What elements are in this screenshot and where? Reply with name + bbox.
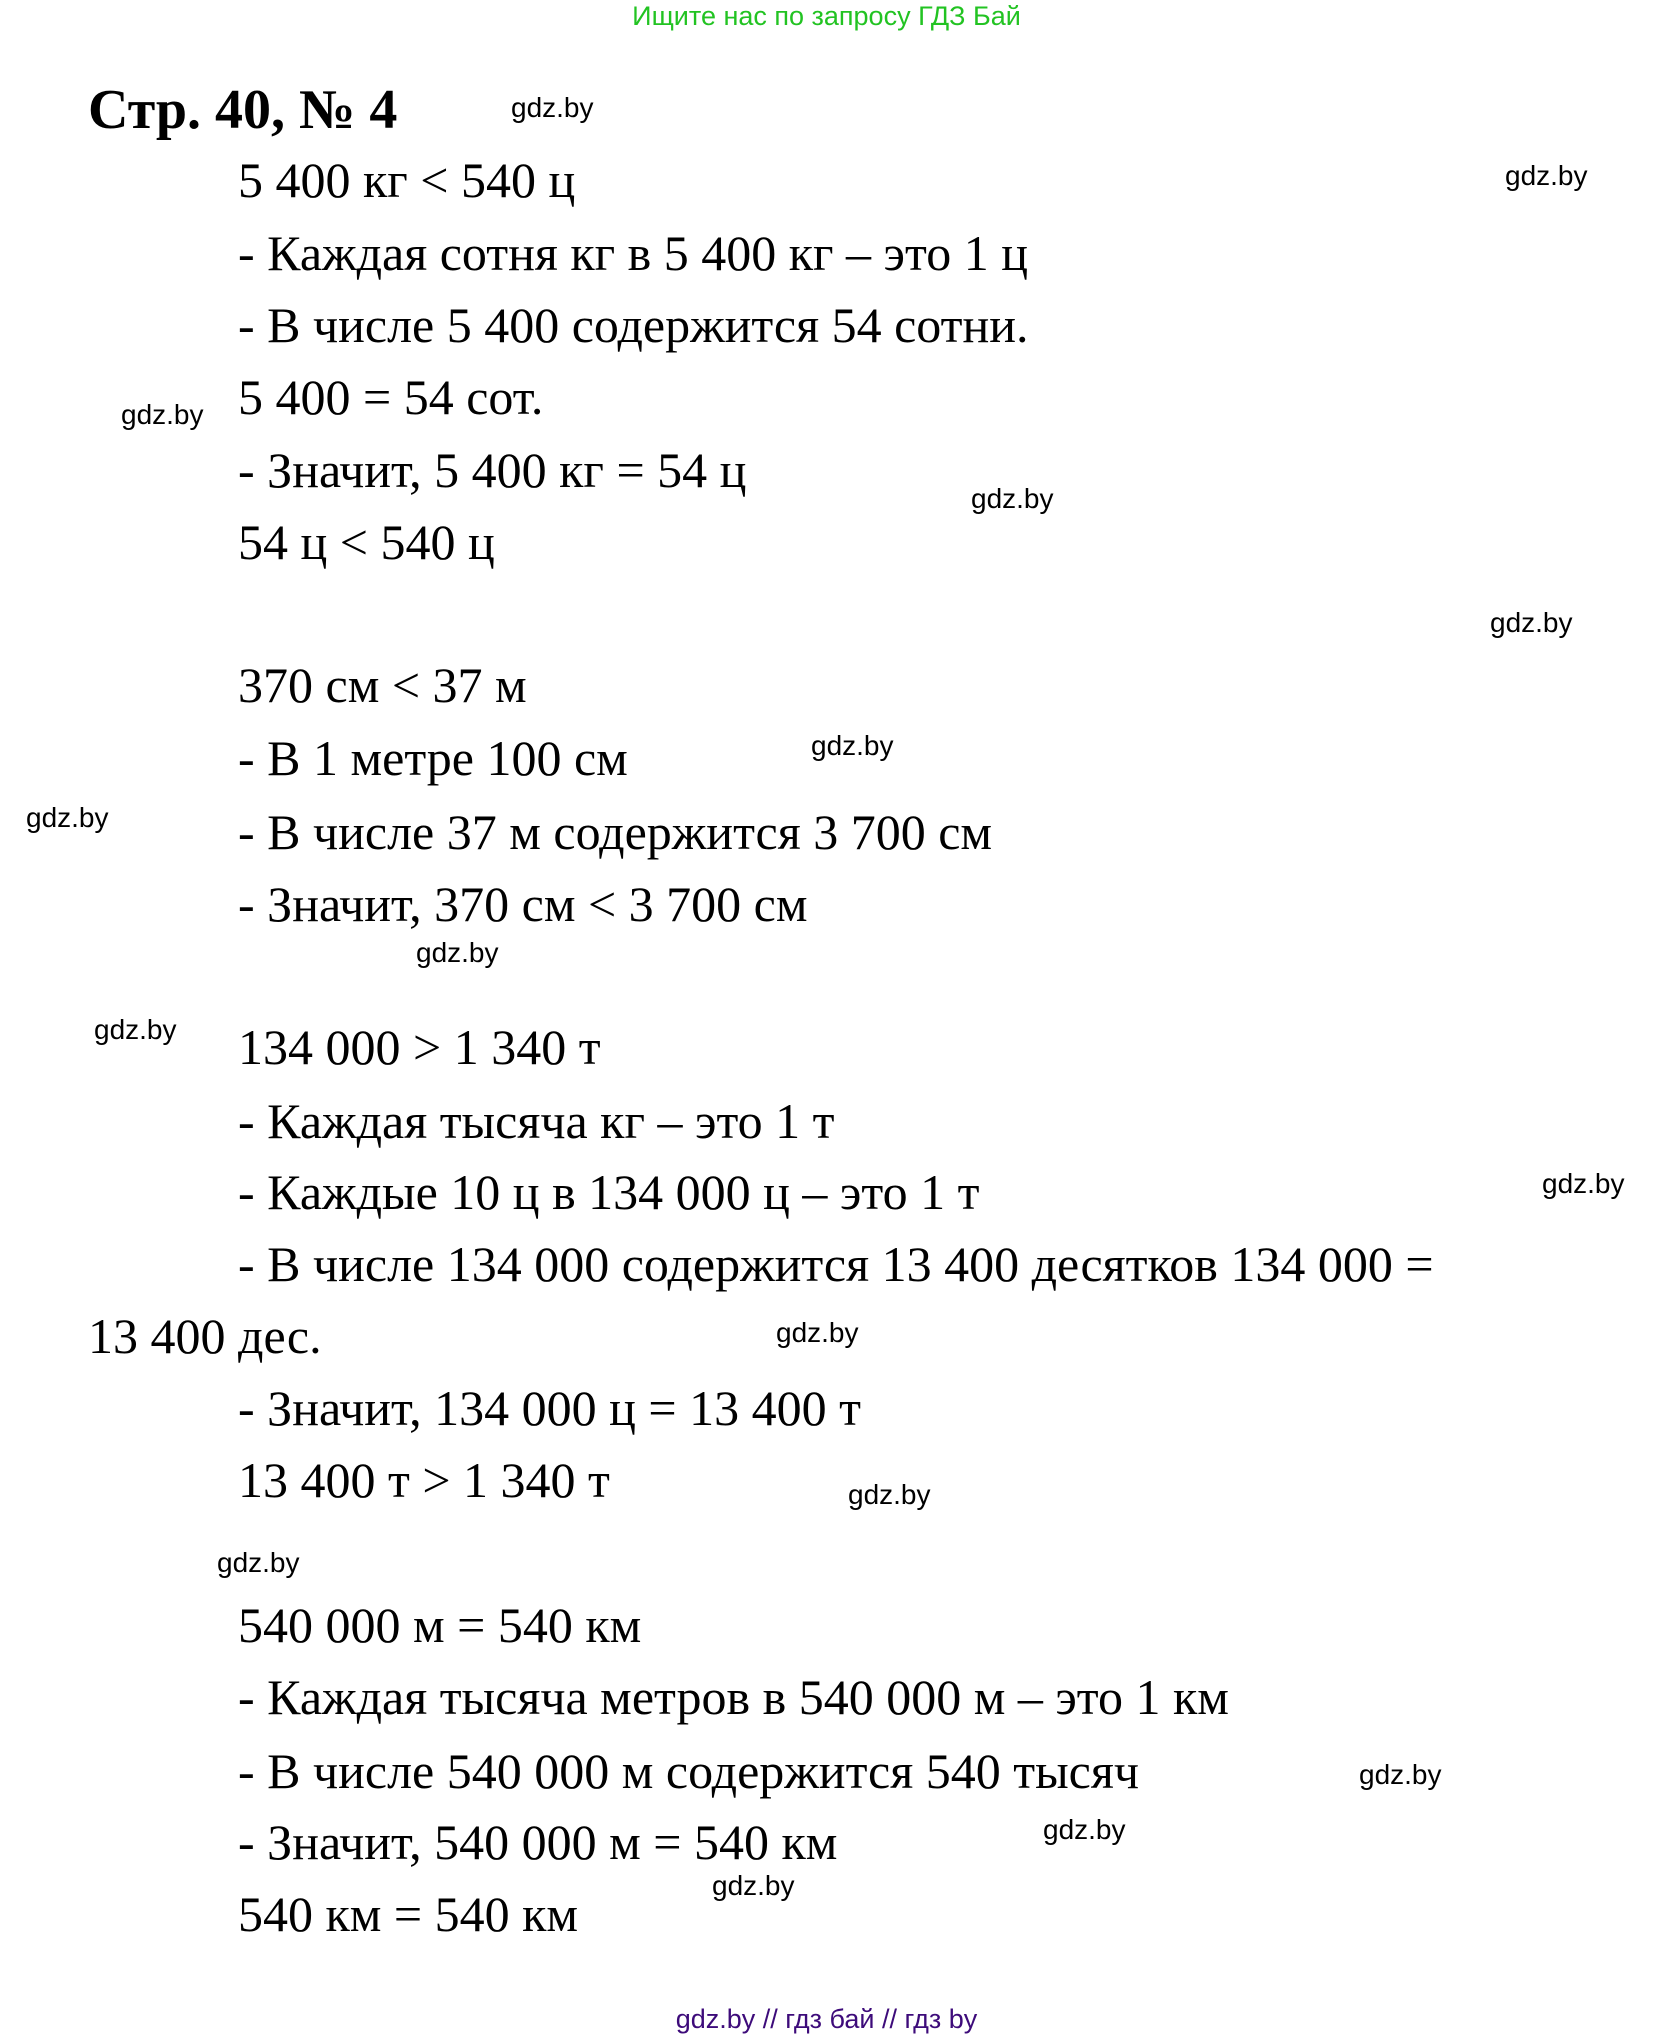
solution-line: 5 400 кг < 540 ц [238, 152, 576, 208]
search-hint-banner: Ищите нас по запросу ГДЗ Бай [632, 1, 1021, 31]
solution-line: 134 000 > 1 340 т [238, 1019, 601, 1075]
solution-line: 5 400 = 54 сот. [238, 369, 544, 425]
solution-line: - В 1 метре 100 см [238, 730, 628, 786]
watermark: gdz.by [1043, 1814, 1126, 1845]
solution-line: - В числе 134 000 содержится 13 400 десятков 134 000 = [238, 1236, 1434, 1292]
solution-line: - В числе 5 400 содержится 54 сотни. [238, 297, 1029, 353]
solution-line: - В числе 37 м содержится 3 700 см [238, 804, 993, 860]
solution-line: - Значит, 134 000 ц = 13 400 т [238, 1380, 861, 1436]
solution-line: - Значит, 370 см < 3 700 см [238, 876, 808, 932]
watermark: gdz.by [26, 802, 109, 833]
solution-line: - Каждые 10 ц в 134 000 ц – это 1 т [238, 1164, 980, 1220]
solution-line: - Каждая сотня кг в 5 400 кг – это 1 ц [238, 225, 1028, 281]
page-title: Стр. 40, № 4 [88, 79, 398, 141]
watermark: gdz.by [1490, 607, 1573, 638]
watermark: gdz.by [1505, 160, 1588, 191]
solution-line: 370 см < 37 м [238, 657, 527, 713]
watermark: gdz.by [217, 1547, 300, 1578]
watermark: gdz.by [848, 1479, 931, 1510]
watermark: gdz.by [776, 1317, 859, 1348]
watermark: gdz.by [1542, 1168, 1625, 1199]
watermark: gdz.by [1359, 1759, 1442, 1790]
solution-line: - Каждая тысяча метров в 540 000 м – это 1 км [238, 1669, 1229, 1725]
solution-line: 540 км = 540 км [238, 1886, 579, 1942]
solution-line: 540 000 м = 540 км [238, 1597, 642, 1653]
solution-line: 54 ц < 540 ц [238, 514, 495, 570]
watermark: gdz.by [811, 730, 894, 761]
watermark: gdz.by [511, 92, 594, 123]
watermark: gdz.by [121, 399, 204, 430]
watermark: gdz.by [416, 937, 499, 968]
footer-links: gdz.by // гдз бай // гдз by [675, 2004, 978, 2034]
watermark: gdz.by [94, 1014, 177, 1045]
solution-line: 13 400 т > 1 340 т [238, 1452, 610, 1508]
watermark: gdz.by [712, 1870, 795, 1901]
solution-line: 13 400 дес. [88, 1308, 322, 1364]
solution-line: - В числе 540 000 м содержится 540 тысяч [238, 1743, 1140, 1799]
solution-line: - Значит, 540 000 м = 540 км [238, 1814, 838, 1870]
watermark: gdz.by [971, 483, 1054, 514]
solution-line: - Каждая тысяча кг – это 1 т [238, 1093, 835, 1149]
solution-line: - Значит, 5 400 кг = 54 ц [238, 442, 747, 498]
